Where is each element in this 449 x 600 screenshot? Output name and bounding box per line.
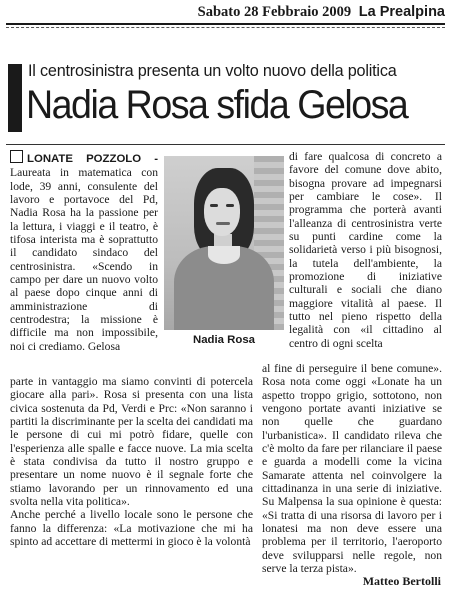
dateline: LONATE POZZOLO - — [27, 153, 158, 165]
article-text-col1b-para2: Anche perché a livello locale sono le persone che fanno la differenza: «La motivazione che mi ha spinto ad accettare di mettermi in gioco è la volontà — [10, 508, 253, 549]
photo-mouth — [216, 222, 230, 225]
photo-eye — [226, 204, 234, 207]
article-headline: Nadia Rosa sfida Gelosa — [26, 83, 408, 127]
header-rule — [6, 23, 445, 25]
article-text-col1b: parte in vantaggio ma siamo convinti di potercela giocare alla pari». Rosa si presenta con una lista civica sostenuta da Pd, Verdi e Prc: «Non saranno i partiti la discriminante per la scelta dei candidati ma le persone di cui mi potrò fidare, quelle con l'esperienza alle spalle e facce nuove. La mia scelta è stata condivisa da tutto il nostro gruppo e presentare un nome nuovo è il segnale forte che stiamo lavorando per un rinnovamento ed una svolta nella vita politica». — [10, 375, 253, 509]
headline-rule — [6, 144, 445, 145]
square-icon — [10, 150, 23, 163]
article-text-col2b: al fine di perseguire il bene comune». Rosa nota come oggi «Lonate ha un aspetto troppo grigio, sottotono, non vengono portate avanti iniziative se non quelle che guardano l'urbanistica». Il candidato rileva che c'è molto da fare per rilanciare il paese e guarda a modelli come la vicina Samarate attenta nel coinvolgere la cittadinanza in una serie di iniziative. Su Malpensa la sua opinione è questa: «Si tratta di una risorsa di lavoro per i lonatesi ma non deve essere una problema per il territorio, l'aeroporto deve svilupparsi nelle regole, non serve la terza pista». — [262, 362, 442, 576]
article-text-col2: di fare qualcosa di concreto a favore del comune dove abito, bisogna provare ad impegnarsi per cambiare le cose». Il programma che porterà avanti l'alleanza di centrosinistra verte su punti cardine come la solidarietà verso i più bisognosi, la tutela dell'ambiente, la promozione di iniziative culturali e sociali che diano maggiore vitalità al paese. Il tutto nel pieno rispetto della legalità con «il cittadino al centro di ogni scelta — [289, 150, 442, 350]
article-text-col1: Laureata in matematica con lode, 39 anni, consulente del lavoro e portavoce del Pd, Nadia Rosa ha la passione per la lettura, i viaggi e il teatro, è tifosa interista ma è soprattutto il candidato sindaco del centrosinistra. «Scendo in campo per dare un nuovo volto al paese dopo cinque anni di amministrazione di centrodestra; la missione è difficile ma non impossibile, noi ci crediamo. Gelosa — [10, 166, 158, 353]
publication-name: La Prealpina — [358, 4, 445, 20]
article-column-1 — [10, 150, 158, 353]
issue-date: Sabato 28 Febbraio 2009 — [197, 4, 352, 20]
article-kicker: Il centrosinistra presenta un volto nuovo della politica — [28, 62, 397, 80]
portrait-photo — [164, 156, 284, 330]
article-column-2 — [289, 150, 442, 350]
photo-eye — [210, 204, 218, 207]
photo-collar — [208, 246, 240, 264]
photo-caption: Nadia Rosa — [192, 334, 256, 346]
kicker-bar — [8, 64, 22, 132]
header-dashed-rule — [6, 27, 445, 28]
article-column-2-continued — [262, 362, 442, 576]
photo-face — [204, 188, 240, 236]
author-byline: Matteo Bertolli — [362, 574, 441, 588]
page-header — [120, 4, 445, 21]
article-column-1-continued — [10, 375, 253, 548]
